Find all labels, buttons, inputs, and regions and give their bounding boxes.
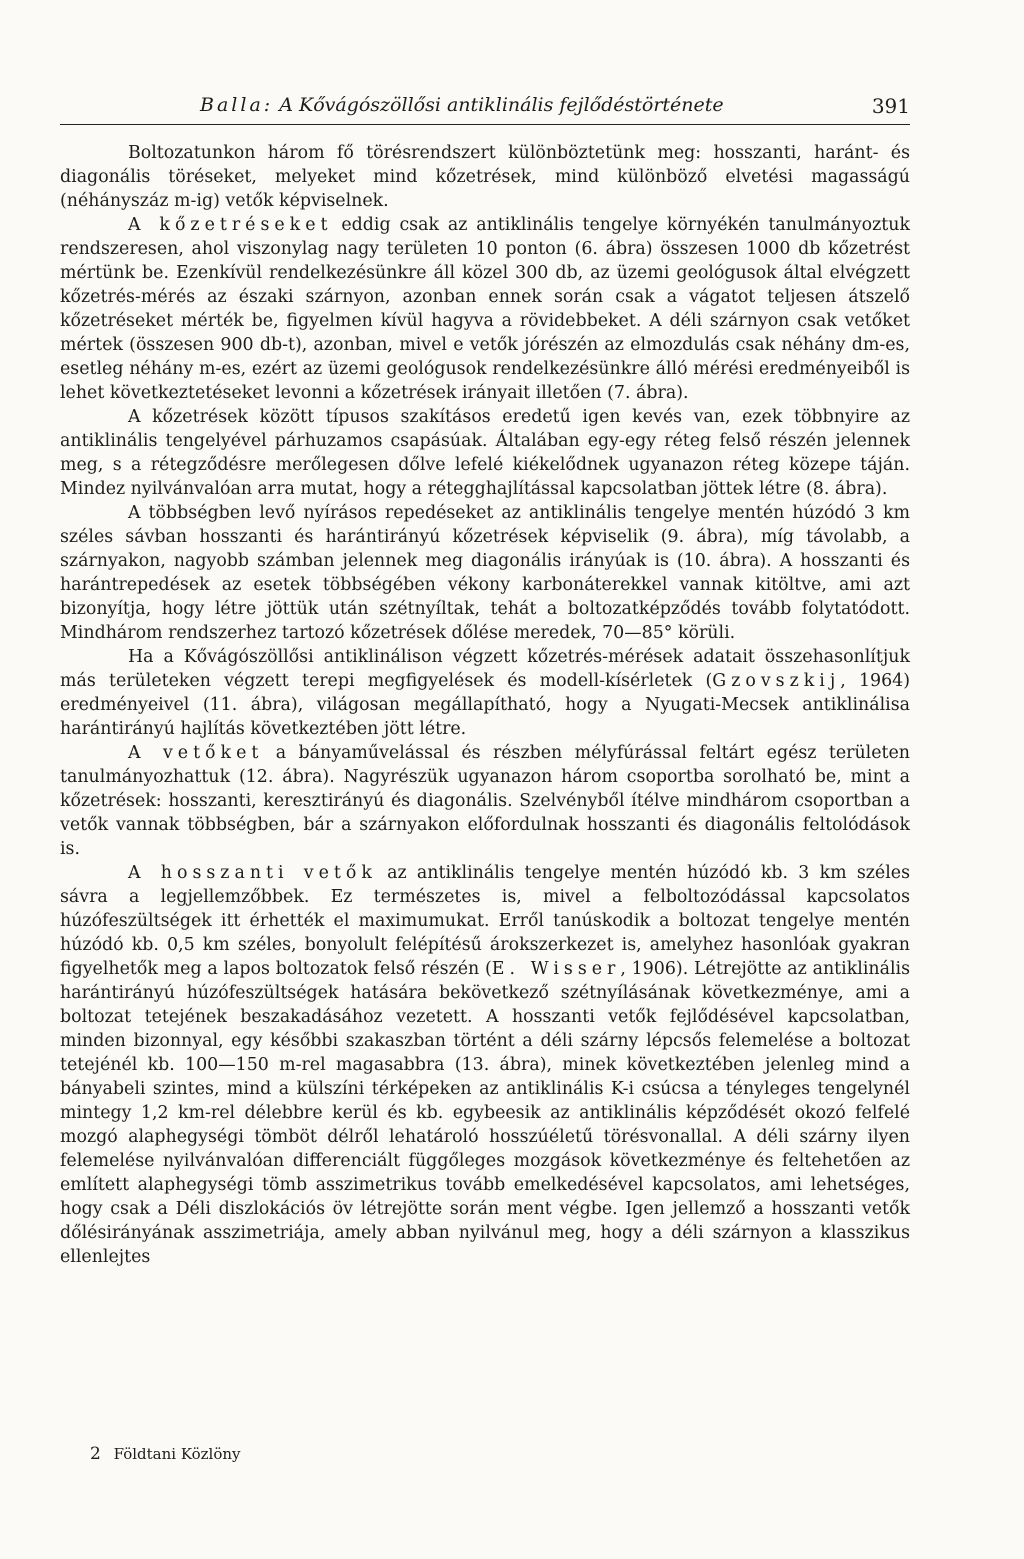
article-body: [60, 141, 910, 1269]
spaced-emphasis: Gzovszkij: [712, 671, 841, 691]
running-title: [200, 94, 724, 116]
paragraph: [60, 501, 910, 645]
paragraph: [60, 405, 910, 501]
spaced-emphasis: A vetőket: [128, 743, 264, 763]
paragraph-text: Boltozatunkon három fő törésrendszert különböztetünk meg: hosszanti, haránt- és diagonális töréseket, melyeket mind kőzetrések, mind különböző elvetési magasságú (néhányszáz m-ig) vetők képviselnek.: [60, 143, 910, 211]
spaced-emphasis: A kőzetréseket: [128, 215, 333, 235]
paragraph: [60, 141, 910, 213]
paragraph-text: A többségben levő nyírásos repedéseket az antiklinális tengelye mentén húzódó 3 km széles sávban hosszanti és harántirányú kőzetrések képviselik (9. ábra), míg távolabb, a szárnyakon, nagyobb számban jelennek meg diagonális irányúak is (10. ábra). A hosszanti és harántrepedések az esetek többségében vékony karbonáterekkel vannak kitöltve, ami azt bizonyítja, hogy létre jöttük után szétnyíltak, tehát a boltozatképződés tovább folytatódott. Mindhárom rendszerhez tartozó kőzetrések dőlése meredek, 70—85° körüli.: [60, 503, 910, 643]
footer: [90, 1444, 241, 1464]
paragraph-text: , 1906). Létrejötte az antiklinális harántirányú húzófeszültségek hatására bekövetkező szétnyílásának következménye, ami a boltozat tetejének beszakadásához vezetett. A hosszanti vetők fejlődésével kapcsolatban, minden bizonnyal, egy későbbi szakaszban történt a déli szárny lépcsős felemelése a boltozat tetejénél kb. 100—150 m-rel magasabbra (13. ábra), minek következtében jelenleg mind a bányabeli szintes, mind a külszíni térképeken az antiklinális K-i csúcsa a tényleges tengelynél mintegy 1,2 km-rel délebbre kerül és kb. egybeesik az antiklinális képződését okozó felfelé mozgó alaphegységi tömböt délről lehatároló hosszúéletű törésvonallal. A déli szárny ilyen felemelése nyilvánvalóan differenciált függőleges mozgások következménye és feltehetően az említett alaphegységi tömb asszimetrikus tovább emelkedésével kapcsolatos, ami lehetséges, hogy csak a Déli diszlokációs öv létrejötte során ment végbe. Igen jellemző a hosszanti vetők dőlésirányának asszimetriája, amely abban nyilvánul meg, hogy a déli szárnyon a klasszikus ellenlejtes: [60, 959, 910, 1267]
author-name: Balla:: [200, 94, 274, 116]
paragraph: [60, 861, 910, 1269]
footer-journal-name: Földtani Közlöny: [113, 1445, 241, 1463]
paragraph: [60, 645, 910, 741]
page: [60, 90, 910, 1269]
paragraph-text: Ha a Kővágószöllősi antiklinálison végzett kőzetrés-mérések adatait összehasonlítjuk más területeken végzett terepi megfigyelések és modell-kísérletek (: [60, 647, 910, 691]
paragraph: [60, 213, 910, 405]
paragraph-text: eddig csak az antiklinális tengelye környékén tanulmányoztuk rendszeresen, ahol viszonylag nagy területen 10 ponton (6. ábra) összesen 1000 db kőzetrést mértünk be. Ezenkívül rendelkezésünkre áll közel 300 db, az üzemi geológusok által elvégzett kőzetrés-mérés az északi szárnyon, azonban ennek során csak a vágatot teljesen átszelő kőzetréseket mérték be, figyelmen kívül hagyva a rövidebbeket. A déli szárnyon csak vetőket mértek (összesen 900 db-t), azonban, mivel e vetők jórészén az elmozdulás csak néhány dm-es, esetleg néhány m-es, ezért az üzemi geológusok rendelkezésünkre álló mérési eredményeiből is lehet következtetéseket levonni a kőzetrések irányait illetően (7. ábra).: [60, 215, 910, 403]
running-head: [60, 90, 910, 125]
paragraph: [60, 741, 910, 861]
spaced-emphasis: A hosszanti vetők: [128, 863, 377, 883]
paragraph-text: A kőzetrések között típusos szakításos eredetű igen kevés van, ezek többnyire az antiklinális tengelyével párhuzamos csapásúak. Általában egy-egy réteg felső részén jelennek meg, s a rétegződésre merőlegesen dőlve lefelé kiékelődnek ugyanazon réteg közepe táján. Mindez nyilvánvalóan arra mutat, hogy a rétegghajlítással kapcsolatban jöttek létre (8. ábra).: [60, 407, 910, 499]
paragraph-text: , 1964) eredményeivel (11. ábra), világosan megállapítható, hogy a Nyugati-Mecsek antiklinálisa harántirányú hajlítás következtében jött létre.: [60, 671, 910, 739]
article-title: A Kővágószöllősi antiklinális fejlődéstörténete: [279, 94, 724, 116]
spaced-emphasis: E. Wisser: [491, 959, 621, 979]
paragraph-text: a bányaművelással és részben mélyfúrással feltárt egész területen tanulmányozhattuk (12. ábra). Nagyrészük ugyanazon három csoportba sorolható be, mint a kőzetrések: hosszanti, keresztirányú és diagonális. Szelvényből ítélve mindhárom csoportban a vetők vannak többségben, bár a szárnyakon előfordulnak hosszanti és diagonális feltolódások is.: [60, 743, 910, 859]
footer-signature-number: 2: [90, 1444, 101, 1464]
page-number: 391: [871, 94, 910, 118]
paragraph-text: az antiklinális tengelye mentén húzódó kb. 3 km széles sávra a legjellemzőbbek. Ez természetes is, mivel a felboltozódással kapcsolatos húzófeszültségek itt érhették el maximumukat. Erről tanúskodik a boltozat tengelye mentén húzódó kb. 0,5 km széles, bonyolult felépítésű árokszerkezet is, amelyhez hasonlóak gyakran figyelhetők meg a lapos boltozatok felső részén (: [60, 863, 910, 979]
